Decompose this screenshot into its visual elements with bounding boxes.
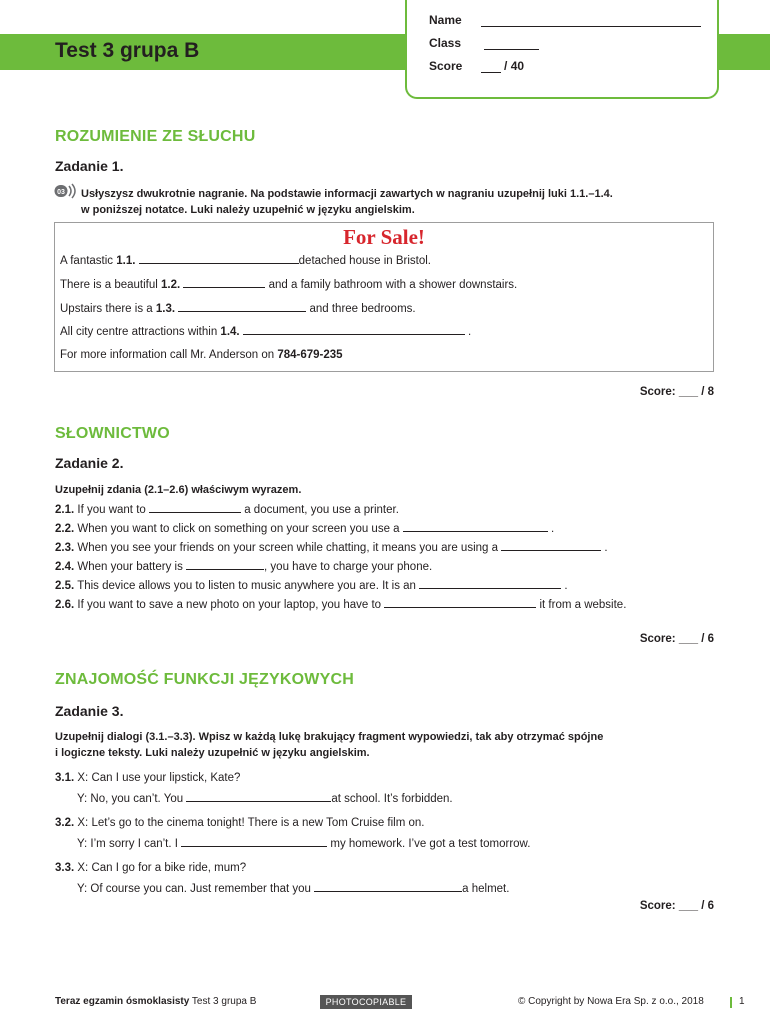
photocopiable-badge: PHOTOCOPIABLE: [320, 995, 412, 1009]
section-title-listening: ROZUMIENIE ZE SŁUCHU: [55, 128, 256, 145]
name-label: Name: [429, 13, 462, 27]
gap-3-2[interactable]: [181, 836, 327, 847]
score-label: Score: [429, 59, 463, 73]
dialog-3-3-x: 3.3. X: Can I go for a bike ride, mum?: [55, 862, 247, 874]
task1-instruction-line2: w poniższej notatce. Luki należy uzupełnić w języku angielskim.: [81, 204, 415, 216]
section-title-language-functions: ZNAJOMOŚĆ FUNKCJI JĘZYKOWYCH: [55, 671, 354, 688]
section-title-vocabulary: SŁOWNICTWO: [55, 425, 170, 442]
gap-2-5[interactable]: [419, 578, 561, 589]
note-line-2: There is a beautiful 1.2. and a family bathroom with a shower downstairs.: [60, 279, 518, 291]
gap-2-4[interactable]: [186, 559, 264, 570]
score-field[interactable]: [481, 62, 501, 73]
phone-number: 784-679-235: [277, 349, 343, 361]
dialog-3-2-y: Y: I’m sorry I can’t. I my homework. I’ve got a test tomorrow.: [77, 838, 531, 850]
page-divider: [730, 997, 732, 1008]
dialog-3-3-y: Y: Of course you can. Just remember that you a helmet.: [77, 883, 510, 895]
task1-instruction-line1: Usłyszysz dwukrotnie nagranie. Na podstawie informacji zawartych w nagraniu uzupełnij luki 1.1.–1.4.: [81, 188, 613, 200]
task2-item-2: 2.2. When you want to click on something on your screen you use a .: [55, 523, 555, 535]
task3-instruction-line2: i logiczne teksty. Luki należy uzupełnić w języku angielskim.: [55, 747, 370, 759]
task-title-1: Zadanie 1.: [55, 158, 124, 174]
student-info-box: [405, 0, 719, 99]
task-title-2: Zadanie 2.: [55, 455, 124, 471]
task2-item-3: 2.3. When you see your friends on your screen while chatting, it means you are using a .: [55, 542, 608, 554]
note-line-4: All city centre attractions within 1.4. .: [60, 326, 472, 338]
note-line-3: Upstairs there is a 1.3. and three bedrooms.: [60, 303, 416, 315]
task2-item-6: 2.6. If you want to save a new photo on your laptop, you have to it from a website.: [55, 599, 627, 611]
class-label: Class: [429, 36, 462, 50]
gap-2-6[interactable]: [384, 597, 536, 608]
task-title-3: Zadanie 3.: [55, 703, 124, 719]
task2-item-5: 2.5. This device allows you to listen to music anywhere you are. It is an .: [55, 580, 568, 592]
note-line-1: A fantastic 1.1. detached house in Bristol.: [60, 255, 431, 267]
note-line-5: For more information call Mr. Anderson on 784-679-235: [60, 349, 343, 361]
gap-1-4[interactable]: [243, 324, 465, 335]
audio-track-number: 03: [57, 189, 65, 196]
gap-3-1[interactable]: [186, 791, 331, 802]
for-sale-note: [54, 222, 714, 372]
gap-2-3[interactable]: [501, 540, 601, 551]
task2-item-4: 2.4. When your battery is , you have to charge your phone.: [55, 561, 433, 573]
score-row: [429, 59, 524, 73]
score-total: / 40: [504, 59, 525, 73]
name-row: [429, 13, 701, 27]
gap-3-3[interactable]: [314, 881, 462, 892]
footer-book: [55, 996, 256, 1007]
page-title: Test 3 grupa B: [55, 39, 200, 62]
task3-instruction-line1: Uzupełnij dialogi (3.1.–3.3). Wpisz w każdą lukę brakujący fragment wypowiedzi, tak aby otrzymać spójne: [55, 731, 604, 743]
audio-track-icon[interactable]: [54, 183, 78, 199]
task2-instruction: Uzupełnij zdania (2.1–2.6) właściwym wyrazem.: [55, 484, 302, 496]
gap-1-1[interactable]: [139, 253, 299, 264]
task2-item-1: 2.1. If you want to a document, you use a printer.: [55, 504, 399, 516]
footer-copyright: © Copyright by Nowa Era Sp. z o.o., 2018: [518, 996, 704, 1007]
gap-2-1[interactable]: [149, 502, 241, 513]
dialog-3-1-x: 3.1. X: Can I use your lipstick, Kate?: [55, 772, 241, 784]
class-row: [429, 36, 539, 50]
footer-book-title: Teraz egzamin ósmoklasisty: [55, 996, 190, 1007]
dialog-3-2-x: 3.2. X: Let’s go to the cinema tonight! There is a new Tom Cruise film on.: [55, 817, 425, 829]
task1-instruction: [81, 186, 721, 218]
page-number: 1: [739, 996, 745, 1007]
class-field[interactable]: [484, 39, 539, 50]
score-section-1: Score: ___ / 8: [639, 386, 714, 398]
dialog-3-1-y: Y: No, you can’t. You at school. It’s forbidden.: [77, 793, 453, 805]
gap-2-2[interactable]: [403, 521, 548, 532]
gap-1-3[interactable]: [178, 301, 306, 312]
gap-1-2[interactable]: [183, 277, 265, 288]
task3-instruction: [55, 729, 725, 761]
name-field[interactable]: [481, 16, 701, 27]
score-section-3: Score: ___ / 6: [639, 900, 714, 912]
for-sale-title: For Sale!: [343, 225, 425, 249]
score-section-2: Score: ___ / 6: [639, 633, 714, 645]
footer-test-name: Test 3 grupa B: [191, 996, 257, 1007]
